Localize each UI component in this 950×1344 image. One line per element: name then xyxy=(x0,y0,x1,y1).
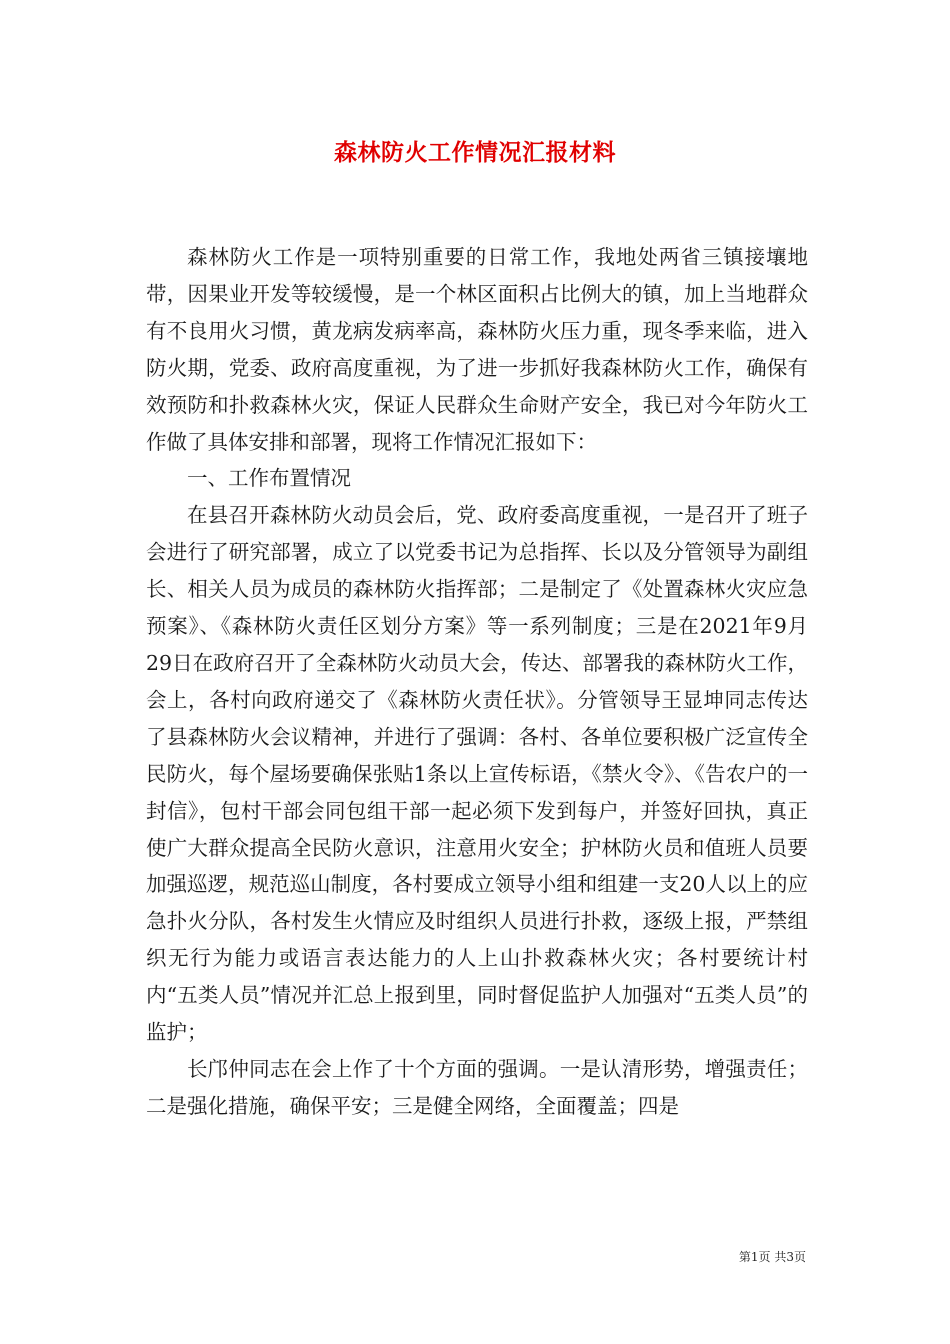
document-title: 森林防火工作情况汇报材料 xyxy=(334,140,616,166)
paragraph-intro: 森林防火工作是一项特别重要的日常工作，我地处两省三镇接壤地带，因果业开发等较缓慢，是一个林区面积占比例大的镇，加上当地群众有不良用火习惯，黄龙病发病率高，森林防火压力重，现冬季来临，进入防火期，党委、政府高度重视，为了进一步抓好我森林防火工作，确保有效预防和扑救森林火灾，保证人民群众生命财产安全，我已对今年防火工作做了具体安排和部署，现将工作情况汇报如下： xyxy=(146,245,808,454)
section-heading-1: 一、工作布置情况 xyxy=(187,466,351,491)
document-body xyxy=(146,239,808,1125)
page-number: 第1页 共3页 xyxy=(738,1250,806,1264)
paragraph-section-1-continued: 长邝仲同志在会上作了十个方面的强调。一是认清形势，增强责任；二是强化措施，确保平安；三是健全网络，全面覆盖；四是 xyxy=(146,1056,808,1118)
paragraph-section-1: 在县召开森林防火动员会后，党、政府委高度重视，一是召开了班子会进行了研究部署，成立了以党委书记为总指挥、长以及分管领导为副组长、相关人员为成员的森林防火指挥部；二是制定了《处置森林火灾应急预案》、《森林防火责任区划分方案》等一系列制度；三是在2021年9月29日在政府召开了全森林防火动员大会，传达、部署我的森林防火工作，会上，各村向政府递交了《森林防火责任状》。分管领导王显坤同志传达了县森林防火会议精神，并进行了强调：各村、各单位要积极广泛宣传全民防火，每个屋场要确保张贴1条以上宣传标语，《禁火令》、《告农户的一封信》，包村干部会同包组干部一起必须下发到每户，并签好回执，真正使广大群众提高全民防火意识，注意用火安全；护林防火员和值班人员要加强巡逻，规范巡山制度，各村要成立领导小组和组建一支20人以上的应急扑火分队，各村发生火情应及时组织人员进行扑救，逐级上报，严禁组织无行为能力或语言表达能力的人上山扑救森林火灾；各村要统计村内“五类人员”情况并汇总上报到里，同时督促监护人加强对“五类人员”的监护； xyxy=(146,503,808,1045)
